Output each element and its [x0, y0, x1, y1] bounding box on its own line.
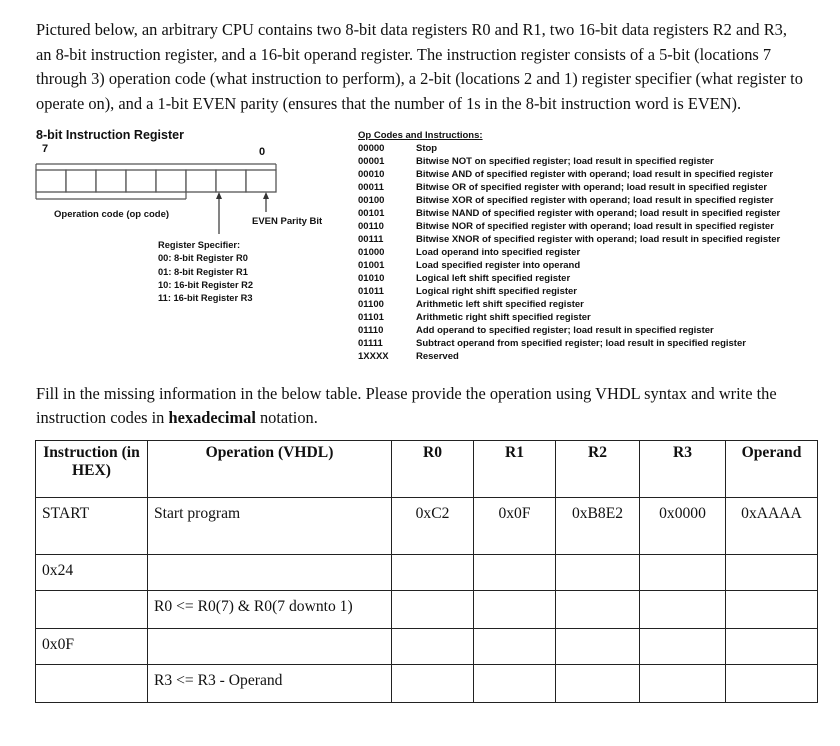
register-bit-cell [246, 170, 276, 192]
opcode-description: Logical left shift specified register [416, 273, 571, 284]
opcode-description: Arithmetic left shift specified register [416, 299, 584, 310]
operand-cell[interactable]: 0xAAAA [726, 498, 818, 555]
regspec-title: Register Specifier: [158, 240, 241, 250]
opcode-code: 1XXXX [358, 351, 389, 362]
instructions-paragraph [36, 382, 806, 429]
operation-cell[interactable]: Start program [148, 498, 392, 555]
opcode-row [358, 259, 780, 272]
opcode-row [358, 168, 780, 181]
opcode-description: Bitwise NOR of specified register with operand; load result in specified register [416, 221, 774, 232]
instruction-cell[interactable]: 0x0F [36, 629, 148, 665]
opcode-row [358, 285, 780, 298]
regspec-item: 10: 16-bit Register R2 [158, 279, 254, 290]
opcode-code: 01110 [358, 325, 384, 336]
opcode-label: Operation code (op code) [54, 209, 170, 220]
opcode-code: 01100 [358, 299, 384, 310]
opcode-code: 01111 [358, 338, 383, 349]
operation-cell[interactable]: R0 <= R0(7) & R0(7 downto 1) [148, 591, 392, 629]
r2-cell[interactable]: 0xB8E2 [556, 498, 640, 555]
msb-bit-label: 7 [42, 143, 49, 155]
opcode-code: 00101 [358, 208, 385, 219]
header-operand: Operand [726, 441, 818, 498]
r0-cell[interactable] [392, 555, 474, 591]
r1-cell[interactable] [474, 555, 556, 591]
opcode-row [358, 324, 780, 337]
r3-cell[interactable]: 0x0000 [640, 498, 726, 555]
opcode-description: Logical right shift specified register [416, 286, 578, 297]
opcode-code: 00010 [358, 169, 385, 180]
header-r3: R3 [640, 441, 726, 498]
opcode-description: Arithmetic right shift specified register [416, 312, 591, 323]
opcode-description: Subtract operand from specified register; load result in specified register [416, 338, 746, 349]
parity-bit-label: EVEN Parity Bit [252, 216, 323, 227]
register-specifier-legend [158, 239, 253, 305]
regspec-item: 01: 8-bit Register R1 [158, 266, 248, 277]
opcode-description: Bitwise OR of specified register with operand; load result in specified register [416, 182, 768, 193]
register-bit-cell [216, 170, 246, 192]
r1-cell[interactable] [474, 665, 556, 703]
opcode-row [358, 142, 780, 155]
register-bit-cell [36, 170, 66, 192]
register-bit-cell [96, 170, 126, 192]
table-row [36, 629, 818, 665]
opcode-code: 00000 [358, 143, 385, 154]
opcode-row [358, 272, 780, 285]
opcode-description: Bitwise NAND of specified register with operand; load result in specified register [416, 208, 781, 219]
header-instruction: Instruction (in HEX) [36, 441, 148, 498]
operand-cell[interactable] [726, 591, 818, 629]
opcode-code: 01101 [358, 312, 384, 323]
r3-cell[interactable] [640, 629, 726, 665]
opcode-table [358, 130, 780, 363]
lsb-bit-label: 0 [259, 146, 266, 158]
header-r0: R0 [392, 441, 474, 498]
problem-intro-paragraph: Pictured below, an arbitrary CPU contains two 8-bit data registers R0 and R1, two 16-bit data registers R2 and R3, an 8-bit instruction register, and a 16-bit operand register. The instruction register consists of a 5-bit (locations 7 through 3) operation code (what instruction to perform), a 2-bit (locations 2 and 1) register specifier (what register to operate on), and a 1-bit EVEN parity (ensures that the number of 1s in the 8-bit instruction word is EVEN). [36, 20, 803, 113]
opcode-description: Load specified register into operand [416, 260, 581, 271]
r1-cell[interactable] [474, 591, 556, 629]
regspec-item: 00: 8-bit Register R0 [158, 253, 248, 264]
opcode-row [358, 207, 780, 220]
register-bit-cell [156, 170, 186, 192]
opcode-row [358, 194, 780, 207]
opcode-row [358, 155, 780, 168]
opcode-row [358, 246, 780, 259]
r0-cell[interactable]: 0xC2 [392, 498, 474, 555]
r2-cell[interactable] [556, 555, 640, 591]
opcode-row [358, 233, 780, 246]
header-operation: Operation (VHDL) [148, 441, 392, 498]
instructions-text: Fill in the missing information in the below table. Please provide the operation using VHDL syntax and write the instruction codes in [36, 384, 777, 427]
opcode-code: 00011 [358, 182, 384, 193]
r0-cell[interactable] [392, 591, 474, 629]
operation-cell[interactable]: R3 <= R3 - Operand [148, 665, 392, 703]
opcode-code: 01001 [358, 260, 385, 271]
opcode-row [358, 298, 780, 311]
opcode-description: Bitwise XOR of specified register with operand; load result in specified register [416, 195, 774, 206]
instruction-cell[interactable] [36, 665, 148, 703]
r3-cell[interactable] [640, 591, 726, 629]
table-row [36, 665, 818, 703]
operand-cell[interactable] [726, 555, 818, 591]
r2-cell[interactable] [556, 591, 640, 629]
header-r1: R1 [474, 441, 556, 498]
instructions-text-end: notation. [255, 407, 318, 427]
operation-cell[interactable] [148, 555, 392, 591]
operation-cell[interactable] [148, 629, 392, 665]
r3-cell[interactable] [640, 555, 726, 591]
opcode-description: Add operand to specified register; load result in specified register [416, 325, 714, 336]
instruction-cell[interactable]: 0x24 [36, 555, 148, 591]
opcode-table-title: Op Codes and Instructions: [358, 130, 483, 141]
r1-cell[interactable]: 0x0F [474, 498, 556, 555]
opcode-row [358, 350, 780, 363]
header-r2: R2 [556, 441, 640, 498]
table-row [36, 591, 818, 629]
opcode-description: Bitwise NOT on specified register; load result in specified register [416, 156, 714, 167]
instruction-register-title: 8-bit Instruction Register [36, 128, 184, 142]
instruction-cell[interactable] [36, 591, 148, 629]
opcode-row [358, 337, 780, 350]
r0-cell[interactable] [392, 665, 474, 703]
opcode-row [358, 311, 780, 324]
instructions-emphasis: hexadecimal [168, 407, 256, 427]
opcode-code: 00001 [358, 156, 385, 167]
opcode-code: 01011 [358, 286, 384, 297]
r2-cell[interactable] [556, 665, 640, 703]
opcode-description: Load operand into specified register [416, 247, 581, 258]
instruction-cell[interactable]: START [36, 498, 148, 555]
opcode-code: 00100 [358, 195, 385, 206]
operand-cell[interactable] [726, 665, 818, 703]
register-bit-cell [66, 170, 96, 192]
opcode-description: Bitwise AND of specified register with operand; load result in specified register [416, 169, 774, 180]
opcode-description: Reserved [416, 351, 459, 362]
answer-table [35, 440, 818, 703]
table-row [36, 555, 818, 591]
r2-cell[interactable] [556, 629, 640, 665]
r3-cell[interactable] [640, 665, 726, 703]
register-bit-cell [186, 170, 216, 192]
opcode-row [358, 181, 780, 194]
opcode-description: Stop [416, 143, 438, 154]
r0-cell[interactable] [392, 629, 474, 665]
regspec-item: 11: 16-bit Register R3 [158, 293, 253, 304]
table-row [36, 498, 818, 555]
opcode-code: 01000 [358, 247, 385, 258]
opcode-code: 00111 [358, 234, 384, 245]
opcode-description: Bitwise XNOR of specified register with operand; load result in specified register [416, 234, 781, 245]
opcode-code: 00110 [358, 221, 384, 232]
opcode-code: 01010 [358, 273, 385, 284]
register-bit-cell [126, 170, 156, 192]
opcode-row [358, 220, 780, 233]
r1-cell[interactable] [474, 629, 556, 665]
operand-cell[interactable] [726, 629, 818, 665]
